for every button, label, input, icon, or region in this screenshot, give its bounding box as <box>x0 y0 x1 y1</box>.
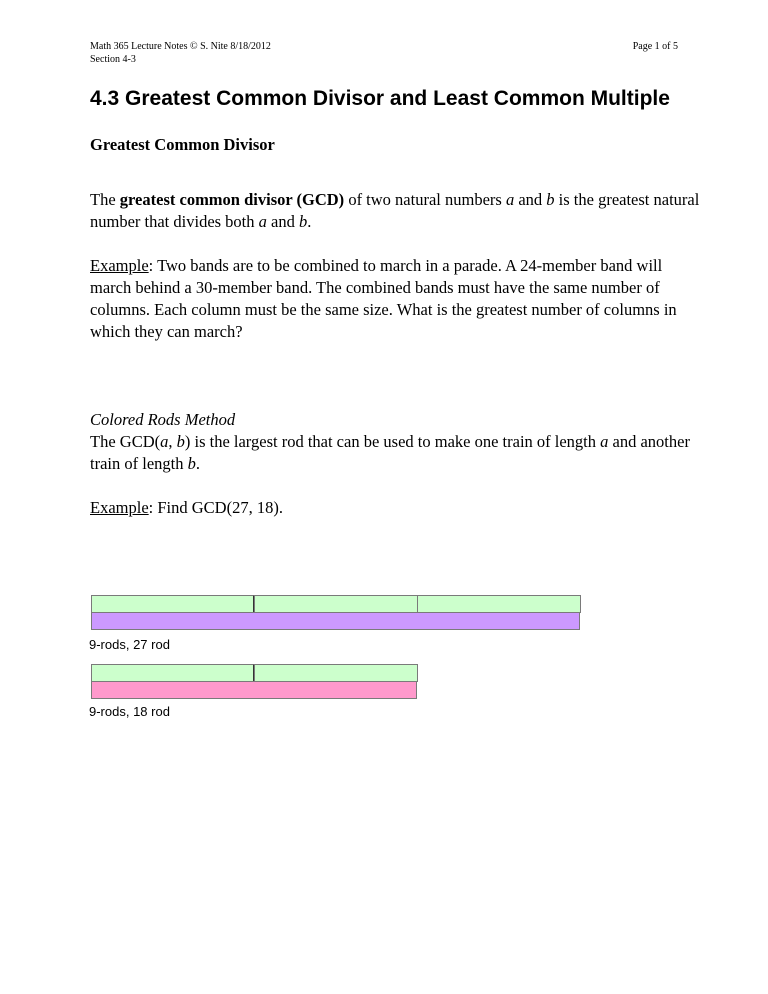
variable-a: a <box>505 190 515 209</box>
variable-b: b <box>298 212 308 231</box>
rod-train-18 <box>91 664 417 698</box>
example-text: : Two bands are to be combined to march in a parade. A 24-member band will march behind a 30-member band. The combined bands must have the same number of columns. Each column must be the same size. What is the greatest number of columns in which they can march? <box>90 256 677 341</box>
colored-rods-method <box>90 409 700 475</box>
nine-rod <box>254 664 418 682</box>
header-section-line: Section 4-3 <box>90 54 136 65</box>
text-run: The GCD( <box>90 432 161 451</box>
text-run: and <box>266 212 299 231</box>
page-title: 4.3 Greatest Common Divisor and Least Common Multiple <box>90 87 670 110</box>
variable-a: a <box>160 432 169 451</box>
section-subheading: Greatest Common Divisor <box>90 135 275 154</box>
page-number: Page 1 of 5 <box>632 41 678 52</box>
rod-18 <box>91 681 417 699</box>
text-run: The <box>90 190 120 209</box>
header-course-line: Math 365 Lecture Notes © S. Nite 8/18/2012 <box>90 41 271 52</box>
example-text: : Find GCD(27, 18). <box>148 498 283 517</box>
example-label: Example <box>90 498 149 517</box>
variable-b: b <box>187 454 196 473</box>
nine-rod <box>91 595 255 613</box>
rod-train-27 <box>91 595 580 629</box>
text-run: . <box>307 212 312 231</box>
example-label: Example <box>90 256 149 275</box>
rod-caption-27: 9-rods, 27 rod <box>89 637 170 652</box>
method-heading: Colored Rods Method <box>90 410 236 429</box>
text-run: . <box>195 454 200 473</box>
nine-rod <box>417 595 581 613</box>
defined-term: greatest common divisor (GCD) <box>119 190 345 209</box>
variable-b: b <box>546 190 555 209</box>
text-run: ) is the largest rod that can be used to make one train of length <box>184 432 601 451</box>
nine-rod-row <box>91 664 417 681</box>
rod-caption-18: 9-rods, 18 rod <box>89 704 170 719</box>
page-header-left <box>90 40 271 66</box>
variable-b: b <box>176 432 185 451</box>
text-run: and another train of length <box>90 432 690 473</box>
variable-a: a <box>600 432 609 451</box>
long-rod-row <box>91 681 417 698</box>
nine-rod-row <box>91 595 580 612</box>
text-run: and <box>514 190 547 209</box>
gcd-example <box>90 497 700 519</box>
text-run: is the greatest natural number that divides both <box>90 190 700 231</box>
text-run: of two natural numbers <box>344 190 506 209</box>
nine-rod <box>254 595 418 613</box>
variable-a: a <box>258 212 267 231</box>
band-example <box>90 255 700 343</box>
gcd-definition <box>90 189 700 233</box>
text-run: , <box>168 432 177 451</box>
rod-27 <box>91 612 580 630</box>
nine-rod <box>91 664 255 682</box>
long-rod-row <box>91 612 580 629</box>
